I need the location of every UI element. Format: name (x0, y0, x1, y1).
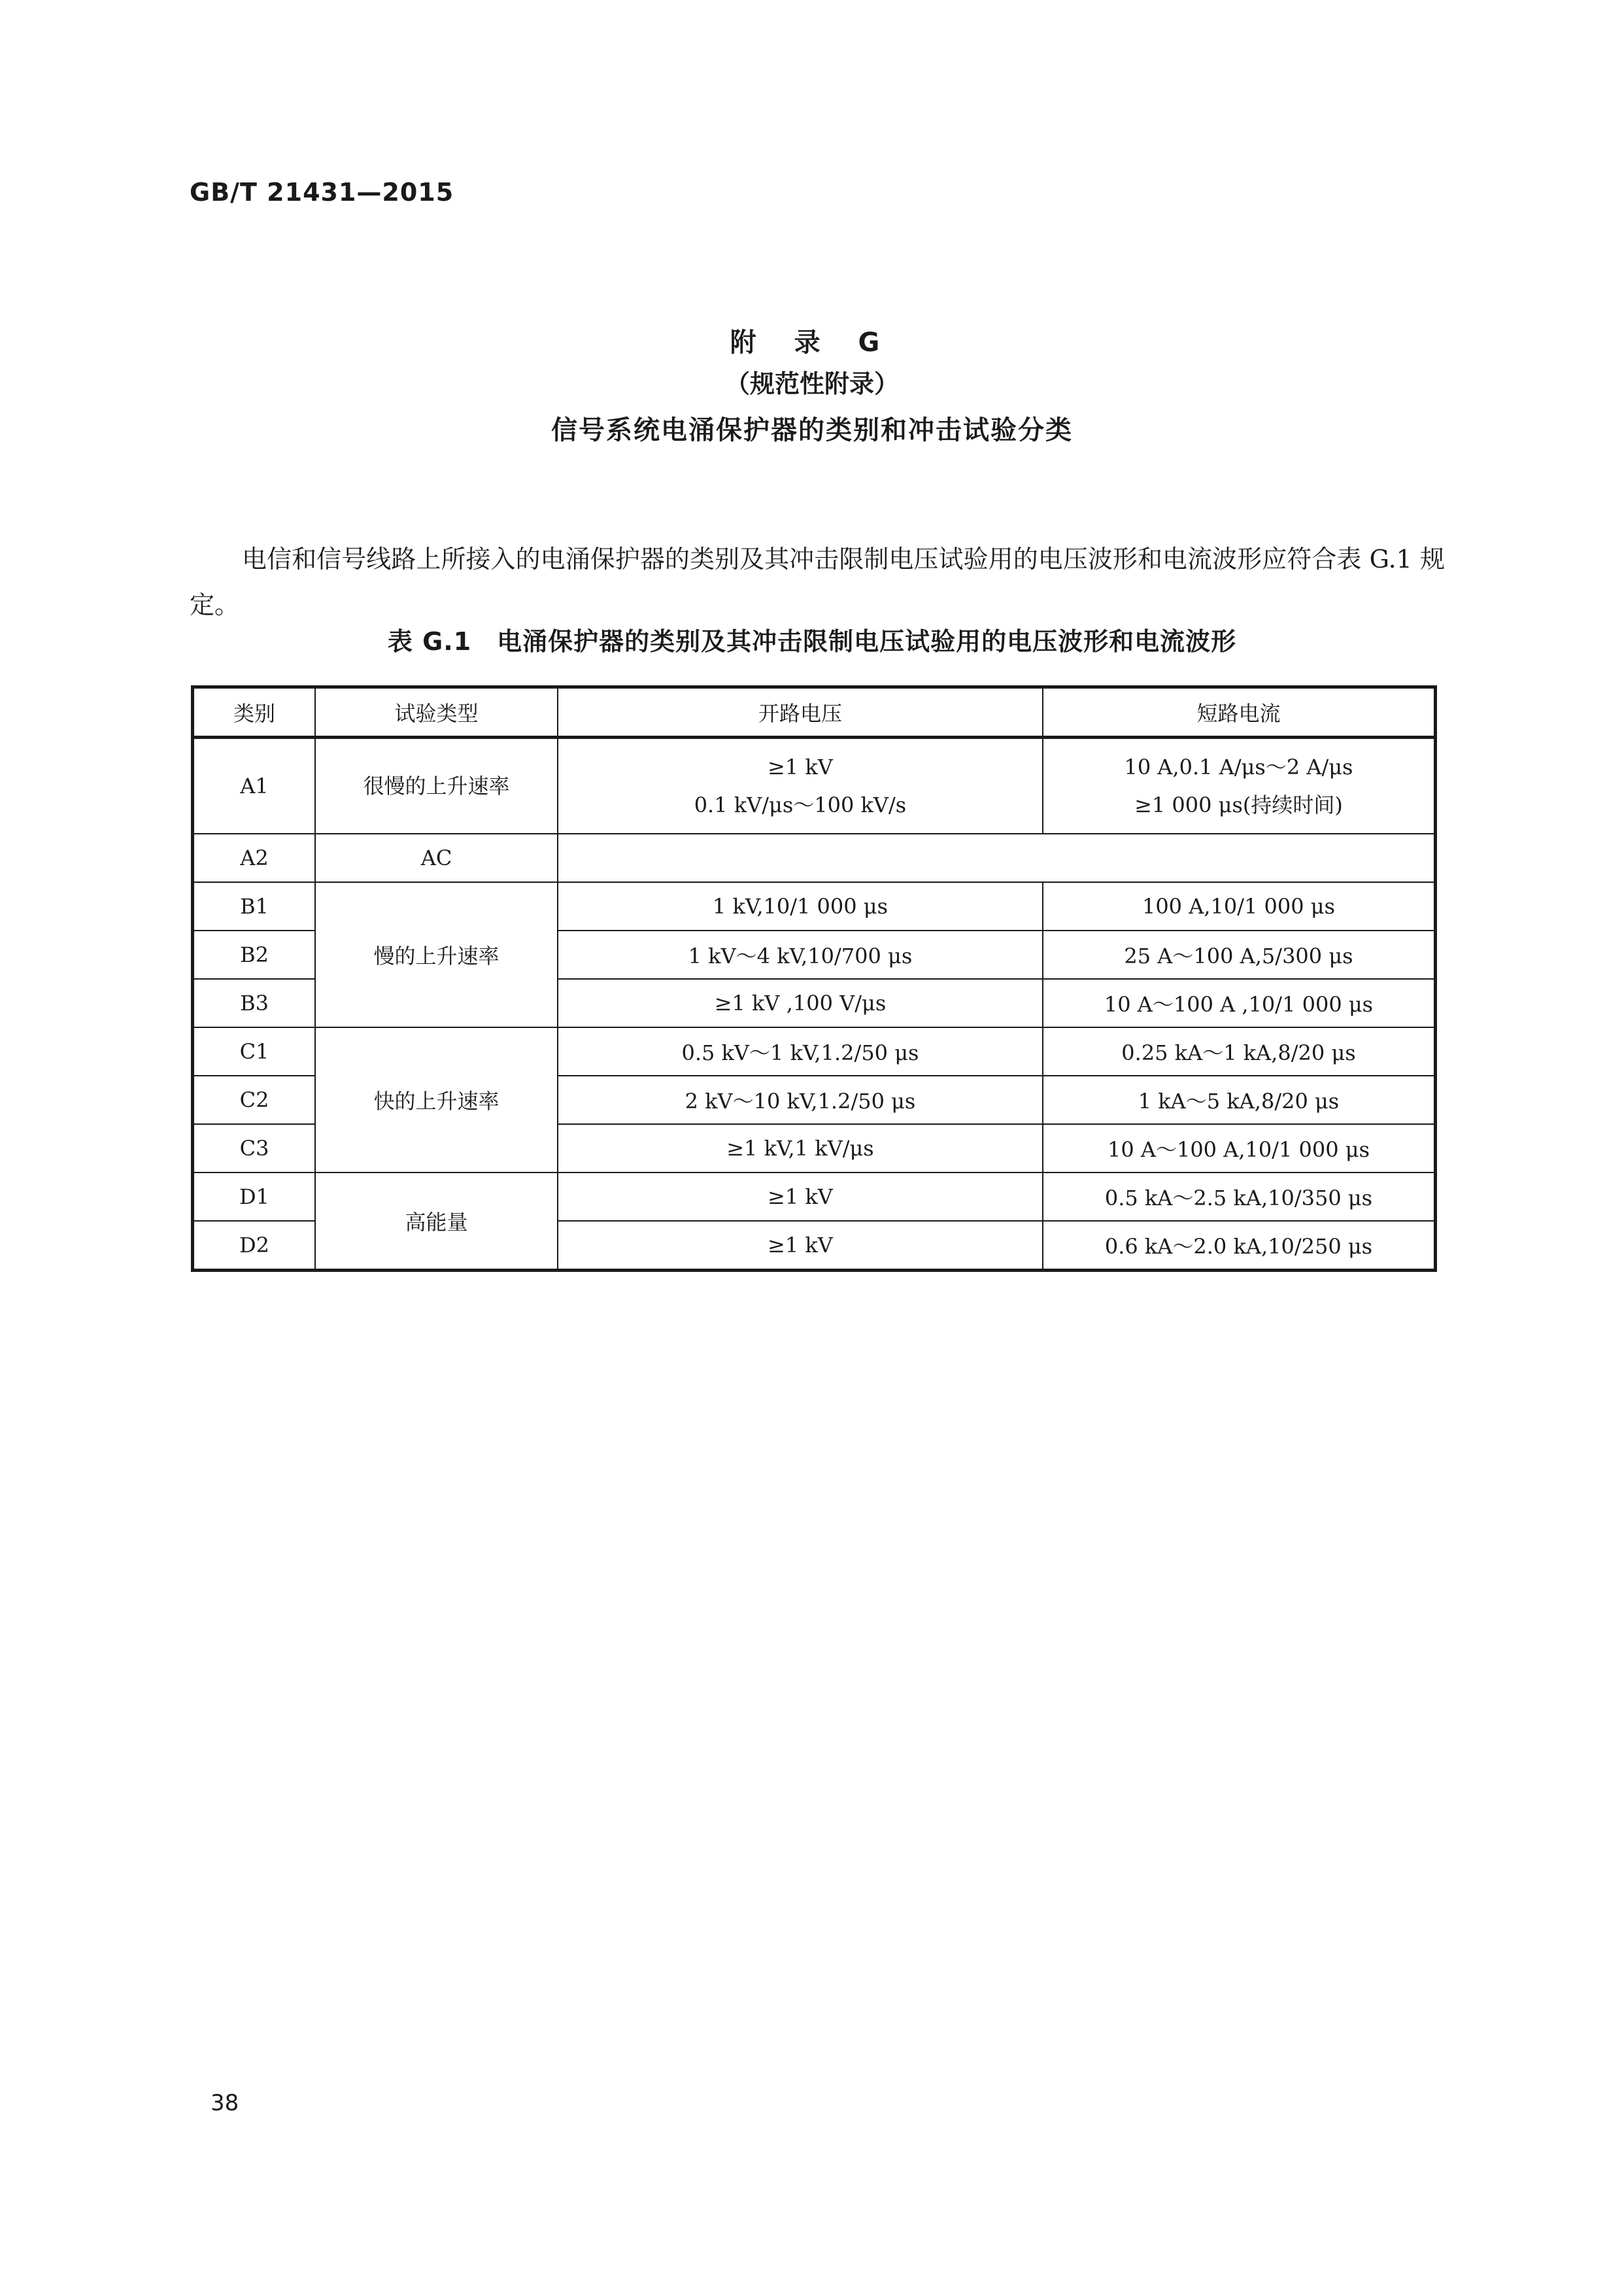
standard-number: GB/T 21431—2015 (190, 178, 454, 207)
cell-voltage: ≥1 kV (558, 1221, 1043, 1271)
cell-voltage: 0.5 kV～1 kV,1.2/50 μs (558, 1027, 1043, 1076)
cell-current (1043, 738, 1436, 834)
cell-category: B3 (193, 979, 316, 1027)
cell-voltage (558, 738, 1043, 834)
cell-empty (558, 834, 1436, 882)
header-short-circuit-current: 短路电流 (1043, 687, 1436, 738)
table-row (193, 882, 1436, 931)
cell-category: C2 (193, 1076, 316, 1124)
cell-current: 0.25 kA～1 kA,8/20 μs (1043, 1027, 1436, 1076)
header-test-type: 试验类型 (315, 687, 558, 738)
voltage-line: ≥1 kV (768, 755, 833, 779)
cell-voltage: ≥1 kV ,100 V/μs (558, 979, 1043, 1027)
header-open-circuit-voltage: 开路电压 (558, 687, 1043, 738)
cell-category: B1 (193, 882, 316, 931)
cell-category: C3 (193, 1124, 316, 1173)
cell-category: D1 (193, 1173, 316, 1221)
annex-subject: 信号系统电涌保护器的类别和冲击试验分类 (551, 415, 1073, 445)
cell-test-type: 很慢的上升速率 (315, 738, 558, 834)
cell-category: D2 (193, 1221, 316, 1271)
cell-voltage: ≥1 kV (558, 1173, 1043, 1221)
cell-category: B2 (193, 931, 316, 979)
cell-voltage: 1 kV,10/1 000 μs (558, 882, 1043, 931)
header-category: 类别 (193, 687, 316, 738)
cell-category: A2 (193, 834, 316, 882)
cell-current: 100 A,10/1 000 μs (1043, 882, 1436, 931)
annex-type: （规范性附录） (724, 369, 899, 398)
table-title: 表 G.1 电涌保护器的类别及其冲击限制电压试验用的电压波形和电流波形 (387, 627, 1237, 656)
cell-test-type: AC (315, 834, 558, 882)
table-row (193, 834, 1436, 882)
cell-current: 0.5 kA～2.5 kA,10/350 μs (1043, 1173, 1436, 1221)
spd-category-table (191, 685, 1437, 1272)
cell-category: C1 (193, 1027, 316, 1076)
cell-test-type: 高能量 (315, 1173, 558, 1271)
cell-test-type: 快的上升速率 (315, 1027, 558, 1173)
cell-current: 0.6 kA～2.0 kA,10/250 μs (1043, 1221, 1436, 1271)
cell-current: 10 A～100 A ,10/1 000 μs (1043, 979, 1436, 1027)
cell-voltage: 1 kV～4 kV,10/700 μs (558, 931, 1043, 979)
cell-category: A1 (193, 738, 316, 834)
table-header-row (193, 687, 1436, 738)
annex-title: 附 录 G (730, 328, 894, 358)
cell-current: 1 kA～5 kA,8/20 μs (1043, 1076, 1436, 1124)
cell-test-type: 慢的上升速率 (315, 882, 558, 1027)
cell-current: 10 A～100 A,10/1 000 μs (1043, 1124, 1436, 1173)
current-line: 10 A,0.1 A/μs～2 A/μs (1124, 755, 1353, 779)
page-number: 38 (211, 2090, 239, 2116)
table-row (193, 1173, 1436, 1221)
current-line: ≥1 000 μs(持续时间) (1134, 793, 1343, 817)
cell-voltage: 2 kV～10 kV,1.2/50 μs (558, 1076, 1043, 1124)
table-row (193, 1027, 1436, 1076)
cell-current: 25 A～100 A,5/300 μs (1043, 931, 1436, 979)
cell-voltage: ≥1 kV,1 kV/μs (558, 1124, 1043, 1173)
voltage-line: 0.1 kV/μs～100 kV/s (694, 793, 907, 817)
body-paragraph: 电信和信号线路上所接入的电涌保护器的类别及其冲击限制电压试验用的电压波形和电流波形应符合表 G.1 规定。 (190, 545, 1445, 619)
table-row (193, 738, 1436, 834)
